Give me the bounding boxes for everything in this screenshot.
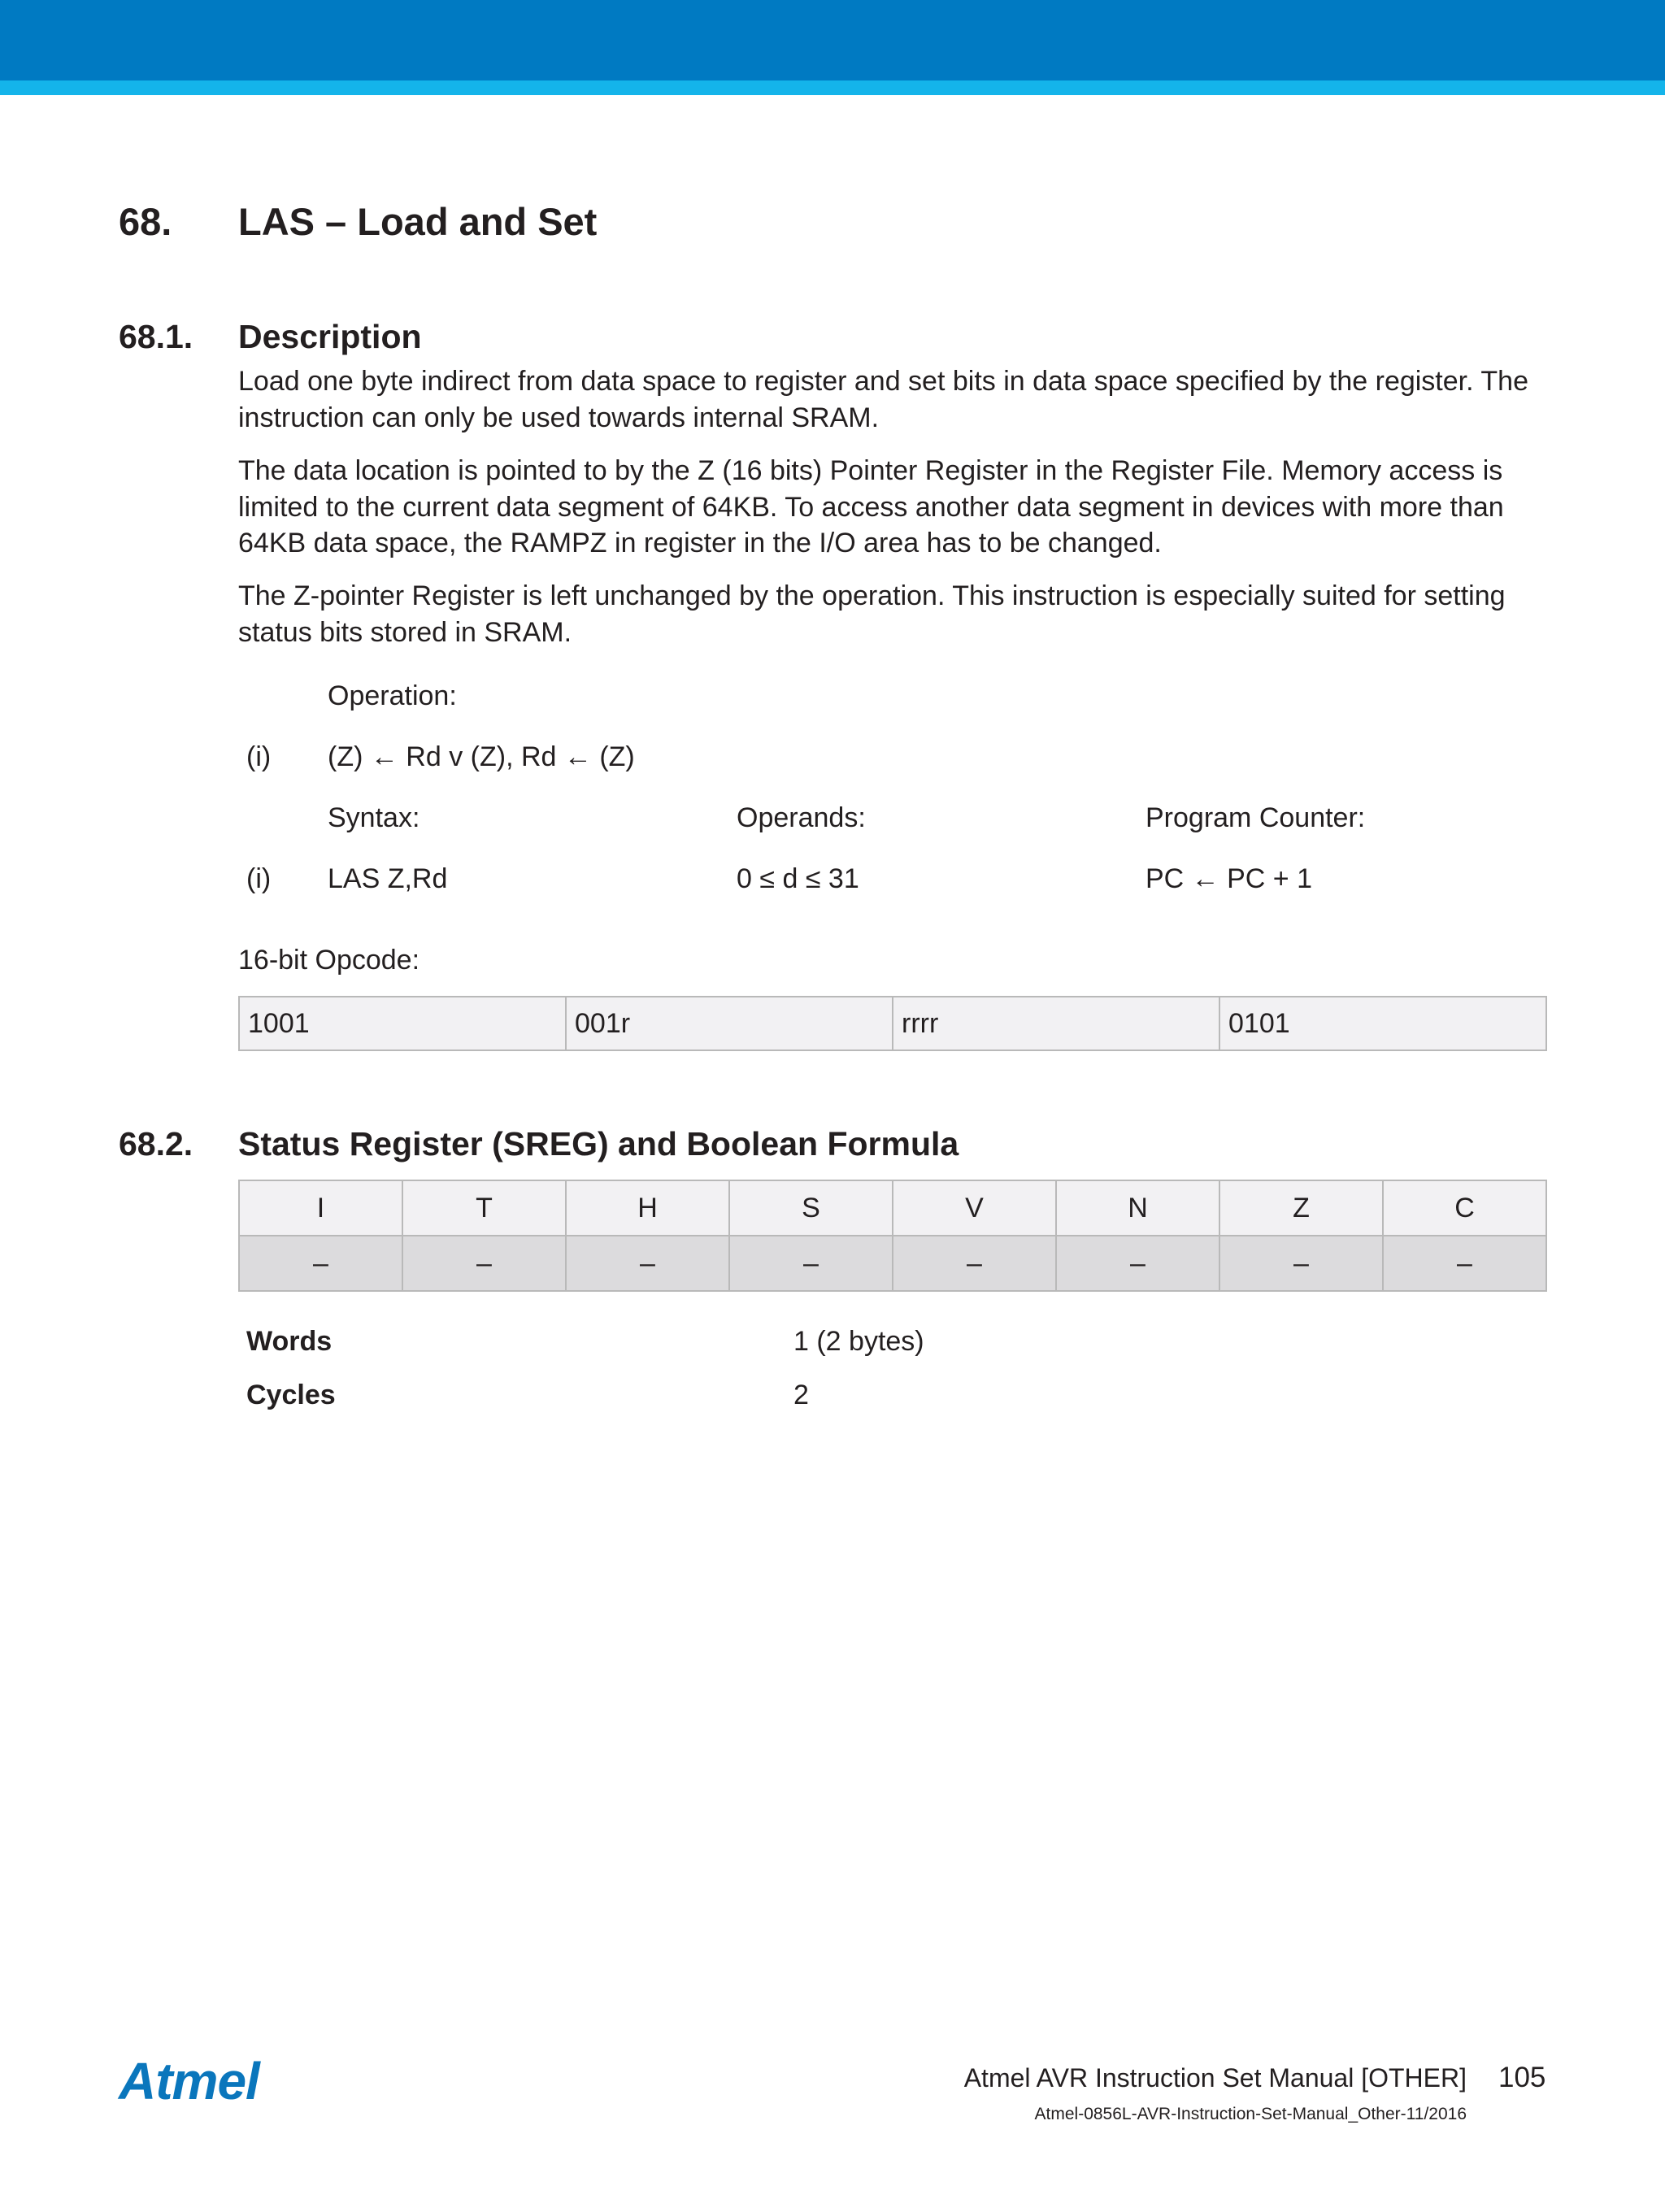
opcode-cell: rrrr [893,997,1219,1050]
sreg-flag-row [239,1180,1546,1236]
header-stripe [0,80,1665,95]
program-counter-value: PC ← PC + 1 [1146,863,1313,894]
sreg-value-row [239,1236,1546,1291]
description-title: Description [238,318,422,355]
footer-doc-id: Atmel-0856L-AVR-Instruction-Set-Manual_Other-11/2016 [1034,2105,1467,2123]
opcode-label: 16-bit Opcode: [238,945,420,976]
opcode-table [238,996,1547,1051]
sreg-value: – [1383,1236,1546,1291]
header-band [0,0,1665,80]
syntax-label: Syntax: [328,802,420,833]
operands-label: Operands: [737,802,866,833]
sreg-value: – [566,1236,729,1291]
sreg-flag: Z [1219,1180,1383,1236]
sreg-value: – [893,1236,1056,1291]
words-value: 1 (2 bytes) [793,1326,924,1357]
section-number: 68. [119,200,172,243]
program-counter-label: Program Counter: [1146,802,1366,833]
sreg-value: – [1056,1236,1219,1291]
operation-index: (i) [246,741,272,772]
description-number: 68.1. [119,318,193,355]
atmel-logo: Atmel [119,2052,259,2110]
cycles-value: 2 [793,1380,809,1410]
sreg-title: Status Register (SREG) and Boolean Formula [238,1125,959,1162]
sreg-flag: S [729,1180,893,1236]
operands-value: 0 ≤ d ≤ 31 [737,863,859,894]
sreg-flag: C [1383,1180,1546,1236]
description-paragraph-2: The data location is pointed to by the Z (16 bits) Pointer Register in the Register File. Memory access is limited to the current data segment of 64KB. To access another data segment in devices with more than 64KB data space, the RAMPZ in register in the I/O area has to be changed. [238,455,1504,558]
sreg-table [238,1180,1547,1292]
sreg-value: – [402,1236,566,1291]
sreg-flag: I [239,1180,402,1236]
sreg-flag: V [893,1180,1056,1236]
operation-label: Operation: [328,680,457,711]
sreg-flag: N [1056,1180,1219,1236]
words-label: Words [246,1326,333,1357]
opcode-cell: 0101 [1219,997,1546,1050]
page-number: 105 [1498,2062,1546,2093]
cycles-label: Cycles [246,1380,336,1410]
section-title: LAS – Load and Set [238,200,598,243]
sreg-flag: T [402,1180,566,1236]
sreg-number: 68.2. [119,1125,193,1162]
syntax-index: (i) [246,863,272,894]
syntax-value: LAS Z,Rd [328,863,448,894]
sreg-value: – [729,1236,893,1291]
sreg-value: – [239,1236,402,1291]
sreg-value: – [1219,1236,1383,1291]
description-paragraph-1: Load one byte indirect from data space to register and set bits in data space specified by the register. The instruction can only be used towards internal SRAM. [238,366,1528,433]
opcode-cell: 1001 [239,997,566,1050]
footer-manual-title: Atmel AVR Instruction Set Manual [OTHER] [963,2063,1467,2092]
operation-expression: (Z) ← Rd v (Z), Rd ← (Z) [328,741,635,772]
opcode-cell: 001r [566,997,893,1050]
description-paragraph-3: The Z-pointer Register is left unchanged by the operation. This instruction is especially suited for setting status bits stored in SRAM. [238,580,1506,648]
sreg-flag: H [566,1180,729,1236]
opcode-row [239,997,1546,1050]
